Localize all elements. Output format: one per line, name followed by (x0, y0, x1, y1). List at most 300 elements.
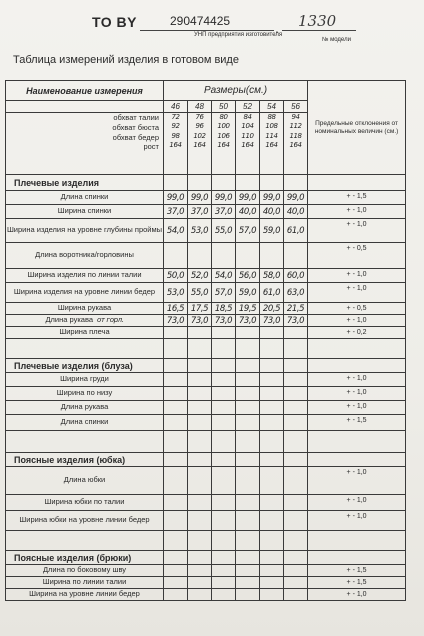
measurement-note: от горл. (97, 316, 124, 325)
measurement-value (236, 243, 260, 269)
tolerance-value: + - 1,0 (308, 589, 406, 601)
tolerance-value: + - 1,5 (308, 191, 406, 205)
section-header-cell (236, 359, 260, 373)
body-value: 112 (289, 122, 302, 131)
measurement-value: 37,0 (188, 205, 212, 219)
table-row (6, 269, 406, 283)
body-value: 92 (171, 122, 180, 131)
body-values-size-52 (236, 113, 260, 175)
section-header-cell (236, 453, 260, 467)
section-header-cell (164, 175, 188, 191)
section-header-cell (212, 551, 236, 565)
measurement-value (236, 577, 260, 589)
measurement-value (260, 589, 284, 601)
measurement-name (6, 415, 164, 431)
body-value: 102 (193, 131, 206, 140)
body-value: 164 (193, 141, 206, 150)
measurement-value (236, 415, 260, 431)
measurement-value (188, 415, 212, 431)
model-number: 1330 (298, 12, 337, 30)
tolerance-value: + - 1,0 (308, 283, 406, 303)
unp-number: 290474425 (170, 14, 231, 28)
table-row (6, 511, 406, 531)
tolerance-value: + - 0,2 (308, 327, 406, 339)
section-header-cell (284, 359, 308, 373)
body-value: 96 (195, 122, 204, 131)
body-value: 114 (265, 131, 278, 140)
section-header-cell (284, 453, 308, 467)
measurement-value: 16,5 (164, 303, 188, 315)
section-header-cell (212, 453, 236, 467)
section-header-cell (236, 551, 260, 565)
measurement-value (236, 373, 260, 387)
measurement-value (188, 495, 212, 511)
gap-cell (212, 339, 236, 359)
table-row (6, 283, 406, 303)
tolerance-value: + - 1,5 (308, 415, 406, 431)
body-value: 94 (291, 113, 300, 121)
measurement-value (236, 327, 260, 339)
body-value: 84 (243, 113, 252, 121)
measurement-value: 54,0 (212, 269, 236, 283)
measurement-value: 19,5 (236, 303, 260, 315)
size-56: 56 (284, 101, 308, 113)
body-value: 80 (219, 113, 228, 121)
measurement-value: 73,0 (260, 315, 284, 327)
measurement-value (212, 589, 236, 601)
tolerance-value: + - 1,0 (308, 205, 406, 219)
measurement-value (164, 577, 188, 589)
body-values-size-46 (164, 113, 188, 175)
measurement-name (6, 373, 164, 387)
measurement-value (164, 495, 188, 511)
measurement-value: 59,0 (260, 219, 284, 243)
measurement-value (164, 401, 188, 415)
measurement-value (260, 511, 284, 531)
section-header-cell (212, 175, 236, 191)
measurement-value (164, 415, 188, 431)
measurement-value (236, 495, 260, 511)
measurement-name (6, 387, 164, 401)
measurement-value: 99,0 (260, 191, 284, 205)
measurement-label: Длина воротника/горловины (35, 250, 134, 260)
measurement-label: Ширина спинки (57, 206, 112, 216)
measurement-label: Ширина по низу (56, 388, 113, 398)
section-header (6, 175, 406, 191)
measurement-value (188, 467, 212, 495)
measurement-value (212, 415, 236, 431)
body-value: 164 (265, 141, 278, 150)
table-row (6, 219, 406, 243)
measurement-value: 55,0 (212, 219, 236, 243)
measurement-value (212, 387, 236, 401)
measurement-name (6, 495, 164, 511)
gap-cell (284, 431, 308, 453)
size-row-blank (6, 101, 164, 113)
measurement-value (284, 387, 308, 401)
gap-cell (188, 431, 212, 453)
measurement-value: 20,5 (260, 303, 284, 315)
body-value: 164 (169, 141, 182, 150)
section-title: Плечевые изделия (блуза) (6, 359, 164, 373)
table-row (6, 589, 406, 601)
body-prop-bust: обхват бюста (112, 122, 159, 132)
header-separator: . (275, 20, 279, 36)
measurement-label: Длина спинки (60, 192, 109, 202)
measurement-name (6, 191, 164, 205)
gap-cell (188, 531, 212, 551)
measurement-name (6, 565, 164, 577)
measurement-name (6, 283, 164, 303)
measurement-value: 99,0 (236, 191, 260, 205)
section-header-cell (260, 453, 284, 467)
measurement-value (164, 467, 188, 495)
measurement-label: Длина рукава (60, 402, 109, 412)
section-header-cell (308, 175, 406, 191)
measurement-value (260, 327, 284, 339)
gap-cell (308, 431, 406, 453)
measurement-value: 60,0 (284, 269, 308, 283)
tolerance-value: + - 1,5 (308, 565, 406, 577)
section-title: Плечевые изделия (6, 175, 164, 191)
measurement-value (164, 387, 188, 401)
measurement-value (260, 495, 284, 511)
measurement-label: Длина по боковому шву (42, 565, 127, 575)
body-value: 164 (217, 141, 230, 150)
body-prop-height: рост (143, 142, 159, 152)
measurement-value: 73,0 (284, 315, 308, 327)
measurement-value: 21,5 (284, 303, 308, 315)
measurement-label: Длина юбки (63, 475, 106, 485)
measurement-value (212, 243, 236, 269)
body-value: 98 (171, 131, 180, 140)
measurement-value (188, 387, 212, 401)
model-caption: № модели (322, 37, 351, 43)
measurement-value (188, 565, 212, 577)
measurement-value: 37,0 (164, 205, 188, 219)
measurement-name (6, 589, 164, 601)
body-value: 108 (265, 122, 278, 131)
section-header-cell (164, 453, 188, 467)
measurement-value (236, 401, 260, 415)
section-header-cell (188, 175, 212, 191)
measurement-value: 61,0 (284, 219, 308, 243)
measurement-value (212, 467, 236, 495)
body-props (6, 113, 164, 175)
measurement-value (260, 577, 284, 589)
table-row (6, 495, 406, 511)
gap-cell (236, 431, 260, 453)
section-gap (6, 339, 406, 359)
size-48: 48 (188, 101, 212, 113)
body-values-size-48 (188, 113, 212, 175)
measurement-label: Ширина юбки на уровне линии бедер (19, 515, 150, 525)
measurement-label: Ширина на уровне линии бедер (29, 589, 140, 599)
measurement-name (6, 219, 164, 243)
measurement-value: 40,0 (236, 205, 260, 219)
measurement-value (284, 511, 308, 531)
gap-cell (164, 431, 188, 453)
measurement-value (188, 373, 212, 387)
measurement-value (260, 243, 284, 269)
section-header-cell (284, 175, 308, 191)
gap-cell (260, 531, 284, 551)
measurement-value (260, 373, 284, 387)
tolerance-value: + - 1,0 (308, 269, 406, 283)
table-row (6, 387, 406, 401)
measurement-value: 54,0 (164, 219, 188, 243)
table-row (6, 373, 406, 387)
measurement-value (236, 387, 260, 401)
tolerance-value: + - 1,0 (308, 401, 406, 415)
measurement-name (6, 269, 164, 283)
measurement-value: 99,0 (188, 191, 212, 205)
sizes-header: Размеры(см.) (164, 81, 308, 101)
table-row (6, 191, 406, 205)
measurement-value: 99,0 (284, 191, 308, 205)
gap-cell (6, 431, 164, 453)
measurement-value: 73,0 (188, 315, 212, 327)
measurement-value (164, 243, 188, 269)
section-header-cell (260, 551, 284, 565)
section-header-cell (260, 175, 284, 191)
section-header-cell (188, 551, 212, 565)
gap-cell (164, 531, 188, 551)
section-header-cell (308, 551, 406, 565)
measurement-value (236, 589, 260, 601)
section-header (6, 359, 406, 373)
measurement-label: Длина рукава (45, 315, 94, 325)
body-values-size-54 (260, 113, 284, 175)
gap-cell (188, 339, 212, 359)
measurement-label: Ширина изделия на уровне глубины проймы (6, 225, 163, 235)
measurement-name (6, 467, 164, 495)
section-header-cell (212, 359, 236, 373)
tolerance-value: + - 1,0 (308, 495, 406, 511)
tolerance-value: + - 1,5 (308, 577, 406, 589)
measurement-value: 58,0 (260, 269, 284, 283)
measurement-value: 37,0 (212, 205, 236, 219)
measurement-label: Ширина изделия по линии талии (27, 270, 142, 280)
measurement-value (284, 243, 308, 269)
name-column-header: Наименование измерения (6, 81, 164, 101)
measurement-name (6, 577, 164, 589)
gap-cell (212, 531, 236, 551)
measurement-value: 63,0 (284, 283, 308, 303)
measurement-value (164, 565, 188, 577)
measurement-value: 53,0 (164, 283, 188, 303)
section-title: Поясные изделия (юбка) (6, 453, 164, 467)
measurement-value (260, 565, 284, 577)
measurement-value (212, 577, 236, 589)
measurement-value (284, 467, 308, 495)
table-row (6, 315, 406, 327)
gap-cell (284, 339, 308, 359)
tolerance-value: + - 1,0 (308, 219, 406, 243)
measurement-value: 52,0 (188, 269, 212, 283)
measurement-value: 50,0 (164, 269, 188, 283)
measurement-value (212, 373, 236, 387)
section-header-cell (260, 359, 284, 373)
body-value: 76 (195, 113, 204, 121)
gap-cell (164, 339, 188, 359)
section-gap (6, 531, 406, 551)
measurement-name (6, 303, 164, 315)
table-row (6, 243, 406, 269)
measurement-label: Ширина юбки по талии (44, 497, 125, 507)
tolerance-value: + - 1,0 (308, 373, 406, 387)
measurement-name (6, 315, 164, 327)
measurement-name (6, 327, 164, 339)
section-header-cell (164, 359, 188, 373)
measurement-value (164, 589, 188, 601)
measurement-label: Ширина рукава (57, 303, 112, 313)
measurement-value: 73,0 (212, 315, 236, 327)
measurement-value (284, 401, 308, 415)
gap-cell (308, 531, 406, 551)
measurement-value: 61,0 (260, 283, 284, 303)
measurement-value (236, 565, 260, 577)
measurement-value (236, 511, 260, 531)
measurement-label: Ширина изделия на уровне линии бедер (13, 287, 156, 297)
body-value: 88 (267, 113, 276, 121)
measurement-name (6, 243, 164, 269)
measurement-value: 56,0 (236, 269, 260, 283)
measurement-value (260, 467, 284, 495)
measurement-value: 17,5 (188, 303, 212, 315)
table-row (6, 401, 406, 415)
size-50: 50 (212, 101, 236, 113)
measurement-name (6, 511, 164, 531)
measurement-label: Длина спинки (60, 417, 109, 427)
body-value: 110 (241, 131, 254, 140)
measurement-label: Ширина груди (60, 374, 109, 384)
measurement-value (236, 467, 260, 495)
gap-cell (260, 431, 284, 453)
body-value: 106 (217, 131, 230, 140)
gap-cell (236, 531, 260, 551)
measurement-value (284, 577, 308, 589)
measurement-value (188, 511, 212, 531)
body-value: 164 (289, 141, 302, 150)
measurement-value: 73,0 (236, 315, 260, 327)
tolerance-value: + - 1,0 (308, 315, 406, 327)
measurement-value (212, 401, 236, 415)
tolerance-value: + - 1,0 (308, 387, 406, 401)
measurement-value (212, 511, 236, 531)
model-underline (282, 30, 356, 31)
body-prop-hips: обхват бедер (112, 132, 159, 142)
measurement-value: 57,0 (236, 219, 260, 243)
measurement-value (284, 495, 308, 511)
measurement-value: 40,0 (260, 205, 284, 219)
measurement-value (188, 327, 212, 339)
body-value: 100 (217, 122, 230, 131)
measurement-value: 40,0 (284, 205, 308, 219)
measurement-value: 55,0 (188, 283, 212, 303)
gap-cell (6, 531, 164, 551)
body-values-size-56 (284, 113, 308, 175)
section-header (6, 551, 406, 565)
size-52: 52 (236, 101, 260, 113)
unp-underline (140, 30, 274, 31)
table-row (6, 327, 406, 339)
tolerance-value: + - 1,0 (308, 511, 406, 531)
measurement-value (260, 415, 284, 431)
measurement-value (260, 401, 284, 415)
measurement-label: Ширина по линии талии (42, 577, 127, 587)
measurement-value (284, 373, 308, 387)
body-value: 72 (171, 113, 180, 121)
body-values-size-50 (212, 113, 236, 175)
body-value: 118 (289, 131, 302, 140)
section-header-cell (308, 359, 406, 373)
gap-cell (6, 339, 164, 359)
measurement-value (284, 589, 308, 601)
measurement-value: 53,0 (188, 219, 212, 243)
section-header (6, 453, 406, 467)
to-by-label: ТО BY (92, 14, 137, 30)
measurement-value (212, 327, 236, 339)
section-header-cell (188, 359, 212, 373)
gap-cell (236, 339, 260, 359)
measurement-name (6, 401, 164, 415)
measurement-value (284, 415, 308, 431)
table-row (6, 565, 406, 577)
measurement-value (164, 373, 188, 387)
gap-cell (308, 339, 406, 359)
measurement-value (212, 495, 236, 511)
table-row (6, 467, 406, 495)
section-header-cell (308, 453, 406, 467)
measurement-value (284, 565, 308, 577)
table-row (6, 577, 406, 589)
measurement-label: Ширина плеча (59, 327, 110, 337)
gap-cell (212, 431, 236, 453)
measurement-value: 99,0 (212, 191, 236, 205)
gap-cell (284, 531, 308, 551)
size-46: 46 (164, 101, 188, 113)
section-header-cell (164, 551, 188, 565)
table-row (6, 205, 406, 219)
section-header-cell (188, 453, 212, 467)
measurement-value (164, 327, 188, 339)
measurement-value (260, 387, 284, 401)
measurement-value: 99,0 (164, 191, 188, 205)
body-value: 164 (241, 141, 254, 150)
tolerance-value: + - 0,5 (308, 243, 406, 269)
measurement-value (212, 565, 236, 577)
measurement-value (164, 511, 188, 531)
measurement-value (188, 589, 212, 601)
section-header-cell (284, 551, 308, 565)
table-row (6, 303, 406, 315)
measurement-value: 18,5 (212, 303, 236, 315)
measurements-table (5, 80, 406, 601)
unp-caption: УНП предприятия изготовителя (194, 32, 283, 38)
body-value: 104 (241, 122, 254, 131)
deviation-column-header: Предельные отклонения от номинальных величин (см.) (308, 81, 406, 175)
measurement-value (188, 401, 212, 415)
measurement-name (6, 205, 164, 219)
measurement-value (284, 327, 308, 339)
section-title: Поясные изделия (брюки) (6, 551, 164, 565)
tolerance-value: + - 1,0 (308, 467, 406, 495)
measurement-value: 57,0 (212, 283, 236, 303)
measurement-value: 59,0 (236, 283, 260, 303)
measurement-value: 73,0 (164, 315, 188, 327)
measurement-value (188, 243, 212, 269)
